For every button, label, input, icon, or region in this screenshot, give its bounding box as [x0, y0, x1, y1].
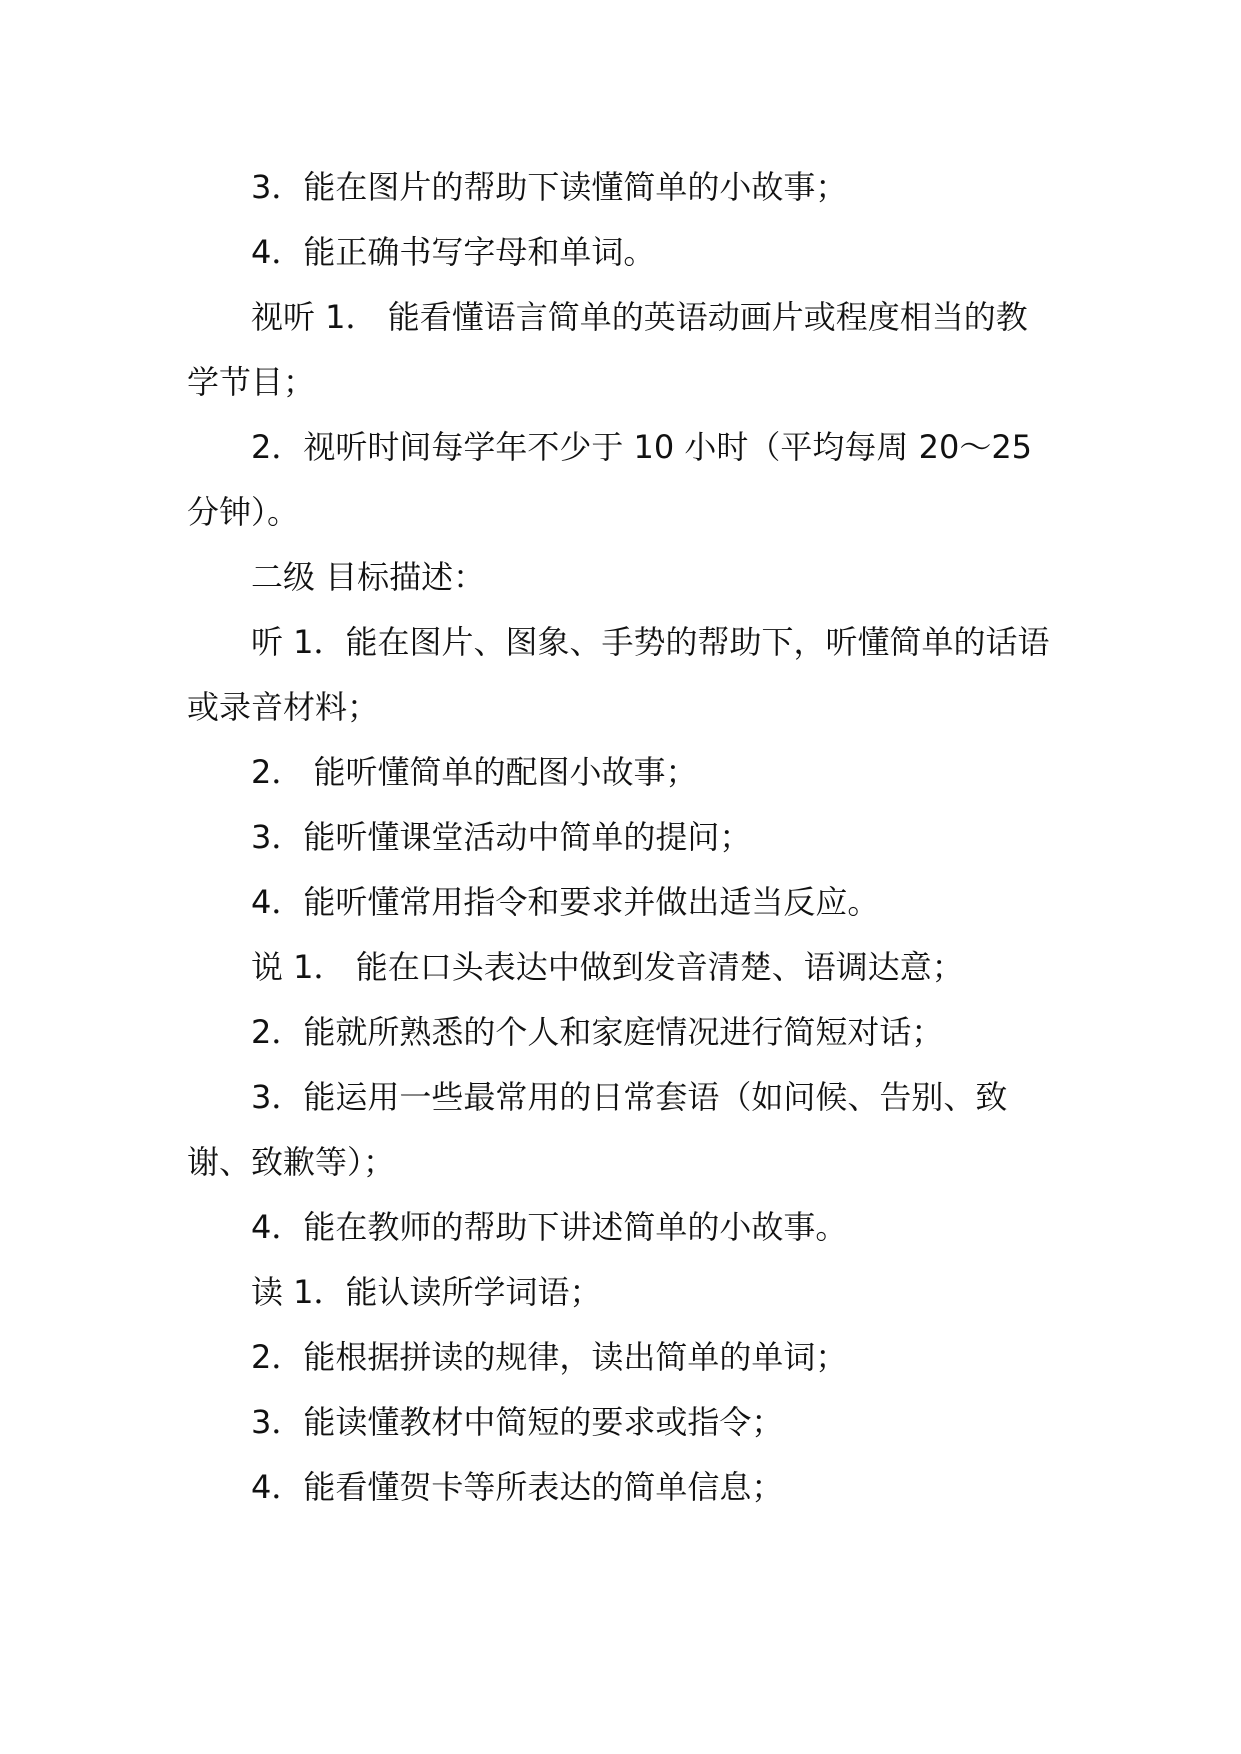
paragraph: 3．能读懂教材中简短的要求或指令；: [251, 1403, 784, 1441]
paragraph: 二级 目标描述：: [251, 558, 486, 596]
paragraph: 视听 1． 能看懂语言简单的英语动画片或程度相当的教学节目；: [187, 298, 1028, 401]
paragraph: 4．能看懂贺卡等所表达的简单信息；: [251, 1468, 784, 1506]
paragraph: 听 1．能在图片、图象、手势的帮助下，听懂简单的话语或录音材料；: [187, 623, 1050, 726]
paragraph: 3．能运用一些最常用的日常套语（如问候、告别、致谢、致歉等）；: [187, 1078, 1008, 1181]
paragraph: 2．视听时间每学年不少于 10 小时（平均每周 20～25 分钟）。: [187, 428, 1033, 531]
document-body: [187, 155, 1057, 1520]
paragraph: 读 1．能认读所学词语；: [251, 1273, 602, 1311]
paragraph: 2．能根据拼读的规律，读出简单的单词；: [251, 1338, 848, 1376]
paragraph: 2． 能听懂简单的配图小故事；: [251, 753, 698, 791]
paragraph: 4．能在教师的帮助下讲述简单的小故事。: [251, 1208, 848, 1246]
paragraph: 3．能听懂课堂活动中简单的提问；: [251, 818, 752, 856]
paragraph: 4．能正确书写字母和单词。: [251, 233, 656, 271]
paragraph: 2．能就所熟悉的个人和家庭情况进行简短对话；: [251, 1013, 944, 1051]
paragraph: 3．能在图片的帮助下读懂简单的小故事；: [251, 168, 848, 206]
paragraph: 说 1． 能在口头表达中做到发音清楚、语调达意；: [251, 948, 964, 986]
paragraph: 4．能听懂常用指令和要求并做出适当反应。: [251, 883, 880, 921]
